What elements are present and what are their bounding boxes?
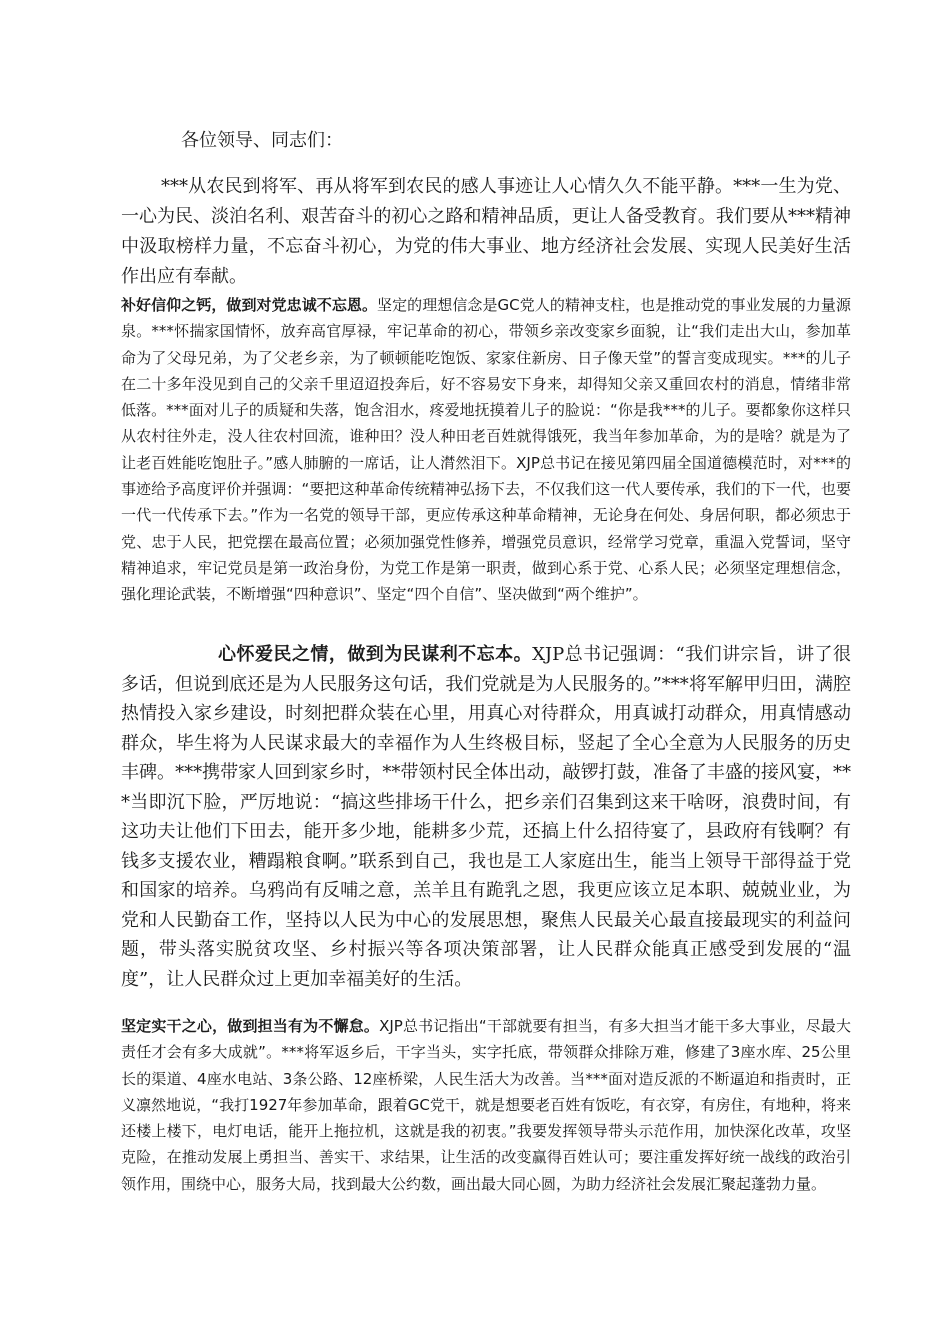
section-2-lead: 心怀爱民之情，做到为民谋利不忘本。 [218, 644, 533, 665]
section-1-lead: 补好信仰之钙，做到对党忠诚不忘恩。 [121, 296, 378, 314]
section-3-lead: 坚定实干之心，做到担当有为不懈怠。 [121, 1017, 380, 1035]
section-3-body: XJP总书记指出“干部就要有担当，有多大担当才能干多大事业，尽最大责任才会有多大成就”。***将军返乡后，干字当头，实字托底，带领群众排除万难，修建了3座水库、25公里长的渠道、4座水电站、3条公路、12座桥梁，人民生活大为改善。当***面对造反派的不断逼迫和指责时，正义凛然地说，“我打1927年参加革命，跟着GC党干，就是想要老百姓有饭吃，有衣穿，有房住，有地种，将来还楼上楼下，电灯电话，能开上拖拉机，这就是我的初衷。”我要发挥领导带头示范作用，加快深化改革，攻坚克险，在推动发展上勇担当、善实干、求结果，让生活的改变赢得百姓认可；要注重发挥好统一战线的政治引领作用，围绕中心，服务大局，找到最大公约数，画出最大同心圆，为助力经济社会发展汇聚起蓬勃力量。 [121, 1017, 851, 1193]
section-2-body: XJP总书记强调：“我们讲宗旨，讲了很多话，但说到底还是为人民服务这句话，我们党就是为人民服务的。”***将军解甲归田，满腔热情投入家乡建设，时刻把群众装在心里，用真心对待群众，用真诚打动群众，用真情感动群众，毕生将为人民谋求最大的幸福作为人生终极目标，竖起了全心全意为人民服务的历史丰碑。***携带家人回到家乡时，**带领村民全体出动，敲锣打鼓，准备了丰盛的接风宴，***当即沉下脸，严厉地说：“搞这些排场干什么，把乡亲们召集到这来干啥呀，浪费时间，有这功夫让他们下田去，能开多少地，能耕多少荒，还搞上什么招待宴了，县政府有钱啊？有钱多支援农业，糟蹋粮食啊。”联系到自己，我也是工人家庭出生，能当上领导干部得益于党和国家的培养。乌鸦尚有反哺之意，羔羊且有跪乳之恩，我更应该立足本职、兢兢业业，为党和人民勤奋工作，坚持以人民为中心的发展思想，聚焦人民最关心最直接最现实的利益问题，带头落实脱贫攻坚、乡村振兴等各项决策部署，让人民群众能真正感受到发展的“温度”，让人民群众过上更加幸福美好的生活。 [121, 644, 852, 990]
section-1-paragraph [121, 292, 851, 608]
section-3-paragraph [121, 1013, 851, 1197]
section-2-paragraph [121, 640, 851, 994]
section-1-body: 坚定的理想信念是GC党人的精神支柱，也是推动党的事业发展的力量源泉。***怀揣家国情怀，放弃高官厚禄，牢记革命的初心，带领乡亲改变家乡面貌，让“我们走出大山，参加革命为了父母兄弟，为了父老乡亲，为了顿顿能吃饱饭、家家住新房、日子像天堂”的誓言变成现实。***的儿子在二十多年没见到自己的父亲千里迢迢投奔后，好不容易安下身来，却得知父亲又重回农村的消息，情绪非常低落。***面对儿子的质疑和失落，饱含泪水，疼爱地抚摸着儿子的脸说：“你是我***的儿子。要都象你这样只从农村往外走，没人往农村回流，谁种田？没人种田老百姓就得饿死，我当年参加革命，为的是啥？就是为了让老百姓能吃饱肚子。”感人肺腑的一席话，让人潸然泪下。XJP总书记在接见第四届全国道德模范时，对***的事迹给予高度评价并强调：“要把这种革命传统精神弘扬下去，不仅我们这一代人要传承，我们的下一代，也要一代一代传承下去。”作为一名党的领导干部，更应传承这种革命精神，无论身在何处、身居何职，都必须忠于党、忠于人民，把党摆在最高位置；必须加强党性修养，增强党员意识，经常学习党章，重温入党誓词，坚守精神追求，牢记党员是第一政治身份，为党工作是第一职责，做到心系于党、心系人民；必须坚定理想信念，强化理论武装，不断增强“四种意识”、坚定“四个自信”、坚决做到“两个维护”。 [121, 296, 851, 604]
intro-paragraph: ***从农民到将军、再从将军到农民的感人事迹让人心情久久不能平静。***一生为党、一心为民、淡泊名利、艰苦奋斗的初心之路和精神品质，更让人备受教育。我们要从***精神中汲取榜样力量，不忘奋斗初心，为党的伟大事业、地方经济社会发展、实现人民美好生活作出应有奉献。 [121, 176, 851, 287]
greeting: 各位领导、同志们： [181, 130, 343, 151]
